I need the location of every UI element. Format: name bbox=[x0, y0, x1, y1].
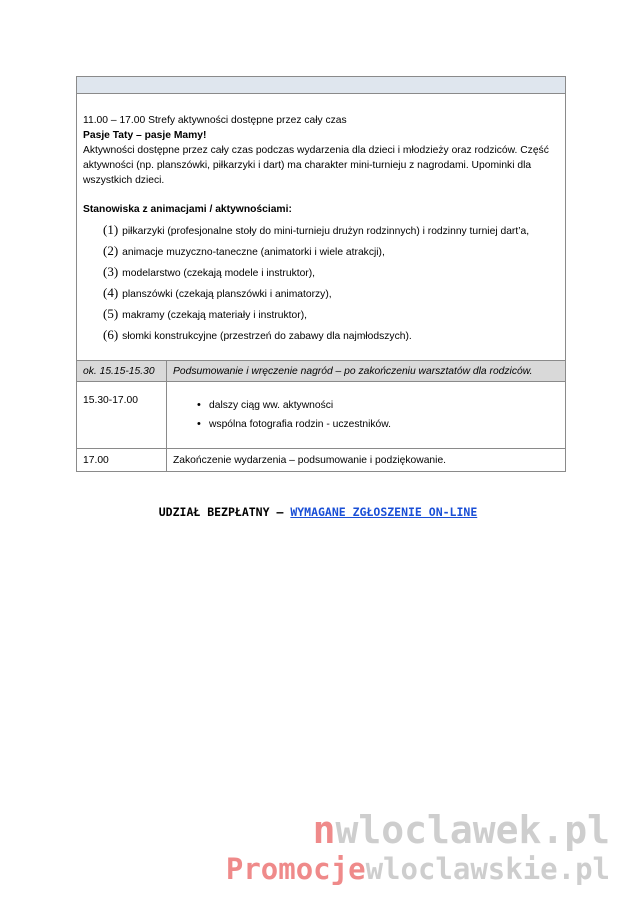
row-text: Podsumowanie i wręczenie nagród – po zakończeniu warsztatów dla rodziców. bbox=[167, 360, 566, 381]
free-participation-text: UDZIAŁ BEZPŁATNY – bbox=[158, 505, 291, 519]
watermark-logo-bottom bbox=[226, 852, 610, 886]
list-item-text: piłkarzyki (profesjonalne stoły do mini-turnieju drużyn rodzinnych) i rodzinny turniej dart’a, bbox=[122, 225, 530, 237]
list-item-text: słomki konstrukcyjne (przestrzeń do zabawy dla najmłodszych). bbox=[122, 330, 412, 342]
list-item bbox=[103, 220, 559, 241]
list-item-text: wspólna fotografia rodzin - uczestników. bbox=[209, 418, 392, 430]
list-item bbox=[103, 283, 559, 304]
list-item bbox=[197, 396, 559, 415]
list-number: (4) bbox=[103, 284, 119, 300]
table-cell bbox=[167, 381, 566, 448]
table-row-header-blank bbox=[77, 77, 566, 94]
row-time: 15.30-17.00 bbox=[77, 381, 167, 448]
list-number: (2) bbox=[103, 242, 119, 258]
row-time: 17.00 bbox=[77, 448, 167, 471]
list-number: (3) bbox=[103, 263, 119, 279]
watermark-accent: n bbox=[312, 808, 336, 852]
stations-heading: Stanowiska z animacjami / aktywnościami: bbox=[83, 203, 292, 215]
table-row-main-activities bbox=[77, 94, 566, 361]
list-number: (6) bbox=[103, 326, 119, 342]
watermark-gray: wloclawskie.pl bbox=[365, 852, 610, 886]
list-item bbox=[103, 325, 559, 346]
schedule-table bbox=[76, 76, 566, 472]
table-cell bbox=[77, 77, 566, 94]
registration-notice bbox=[0, 505, 636, 519]
spacer bbox=[83, 189, 559, 203]
list-item bbox=[103, 304, 559, 325]
list-item-text: makramy (czekają materiały i instruktor), bbox=[122, 309, 307, 321]
list-item bbox=[103, 241, 559, 262]
list-item-text: planszówki (czekają planszówki i animatorzy), bbox=[122, 288, 332, 300]
list-item bbox=[197, 415, 559, 434]
list-item-text: modelarstwo (czekają modele i instruktor), bbox=[122, 267, 316, 279]
list-item-text: animacje muzyczno-taneczne (animatorki i wiele atrakcji), bbox=[122, 246, 385, 258]
activity-time-line: 11.00 – 17.00 Strefy aktywności dostępne przez cały czas bbox=[83, 115, 347, 126]
table-row-continue bbox=[77, 381, 566, 448]
activity-description: Aktywności dostępne przez cały czas podczas wydarzenia dla dzieci i młodzieży oraz rodziców. Część aktywności (np. planszówki, piłkarzyki i dart) ma charakter mini-turnieju z nagrodami. Upominki dla wszystkich dzieci. bbox=[83, 144, 549, 186]
table-row-end bbox=[77, 448, 566, 471]
bullet-icon: • bbox=[197, 398, 201, 411]
bullet-list bbox=[173, 396, 559, 434]
list-item bbox=[103, 262, 559, 283]
list-number: (5) bbox=[103, 305, 119, 321]
table-row-awards bbox=[77, 360, 566, 381]
list-item-text: dalszy ciąg ww. aktywności bbox=[209, 399, 334, 411]
row-text: Zakończenie wydarzenia – podsumowanie i podziękowanie. bbox=[167, 448, 566, 471]
list-number: (1) bbox=[103, 221, 119, 237]
row-time: ok. 15.15-15.30 bbox=[77, 360, 167, 381]
bullet-icon: • bbox=[197, 417, 201, 430]
registration-link[interactable]: WYMAGANE ZGŁOSZENIE ON-LINE bbox=[290, 505, 478, 519]
table-cell bbox=[77, 94, 566, 361]
watermark-gray: wloclawek.pl bbox=[335, 808, 610, 852]
stations-list bbox=[83, 220, 559, 346]
activity-heading: Pasje Taty – pasje Mamy! bbox=[83, 129, 207, 141]
watermark-logo-top bbox=[313, 808, 610, 852]
watermark-accent: Promocje bbox=[225, 852, 366, 886]
